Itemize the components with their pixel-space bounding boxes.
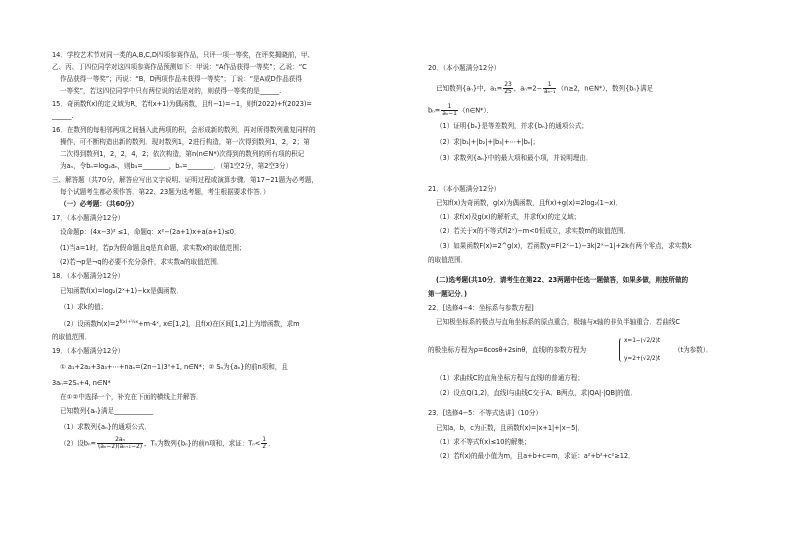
q20-bn-numerator: 1 [441,104,458,111]
q23-line-2: （1）求不等式f(x)≤10的解集； [436,438,531,446]
q22-heading: 22．[选修4−4：坐标系与参数方程] [428,304,534,312]
q16-line-4: 为aₙ，令bₙ=log₂aₙ，则b₃=________，bₙ=________．（第1空2分，第2空3分） [60,162,293,170]
section-required-heading: （一）必考题：（共60分） [60,200,138,208]
section-2-line-1: (二)选考题(共10分．请考生在第22、23两题中任选一题做答，如果多做，则按所做的 [436,276,689,284]
q18-line-2: （1）求k的值； [60,303,108,311]
q14-line-4: 一等奖”，若这四位同学中只有两位说的话是对的，则获得一等奖的是______. [60,87,282,95]
q18-heading: 18．（本小题满分12分） [52,272,125,280]
q19-line-6 [60,437,275,450]
q21-heading: 21．（本小题满分12分） [428,185,501,193]
q21-line-3: （2）若关于x的不等式f(2ˣ)−m<0恒成立，求实数m的取值范围． [436,227,631,235]
q17-heading: 17．（本小题满分12分） [52,214,125,222]
q20-bn-denominator: aₙ−1 [442,110,457,117]
q20-line-1 [436,82,653,95]
q19-heading: 19．（本小题满分12分） [52,347,125,355]
q20-a1-fraction [503,82,513,95]
q14-line-2: 乙、丙、丁四位同学对这四项参赛作品预测如下：甲说：“A作品获得一等奖”；乙说：“C [52,63,307,71]
q16-line-2: 操作，可不断构造出新的数列．现对数列1，2进行构造，第一次得到数列1，2，2；第 [60,138,310,146]
q19-line-3: 在①②中选择一个，补充在下面的横线上并解答． [60,393,203,401]
q20-line-2-a: bₙ= [428,106,441,115]
q18-line-3-a: （2）设函数h(x)=2 [60,320,120,329]
q20-an-fraction [543,82,556,95]
q21-line-1: 已知f(x)为奇函数，g(x)为偶函数，且f(x)+g(x)=2log₂(1−x)． [436,199,623,207]
q20-heading: 20．（本小题满分12分） [428,64,501,72]
q18-line-3-b: +m·4ˣ, x∈[1,2]，且f(x)在区间[1,2]上为增函数，求m [138,320,300,329]
q19-line-6-c: ． [268,439,275,448]
q19-line-1: ① a₁+2a₂+3a₃+⋯+naₙ=(2n−1)3ⁿ+1, n∈N*；② Sₙ为{aₙ}的前n项和，且 [60,363,288,371]
q18-line-3 [60,319,300,328]
q19-bn-numerator: 2aₙ [97,437,143,444]
section-3-line-1: 三、解答题（共70分，解答应写出文字说明、证明过程或演算步骤．第17~21题为必考题， [52,176,318,184]
q16-line-1: 16．在数列的每相邻两项之间插入此两项的积，会形成新的数列，再对所得数列重复同样的 [52,126,316,134]
q20-line-3: （1）证明{bₙ}是等差数列，并求{bₙ}的通项公式； [436,122,588,130]
q21-line-4: （3）如果函数F(x)=2^g(x)，若函数y=F(2ˣ−1)−3k|2ˣ−1|+2k有两个零点，求实数k [436,242,692,250]
section-3-line-2: 每个试题考生都必须作答．第22、23题为选考题，考生根据要求作答．） [60,188,270,196]
q14-line-3: 作品获得一等奖”；丙说：“B，D两项作品未获得一等奖”；丁说：“是A或D作品获得 [60,75,302,83]
q22-system-brace [619,338,623,362]
q20-line-2-b: （n∈N*）． [458,106,494,115]
q20-line-5: （3）求数列{aₙ}中的最大项和最小项，并说明理由． [436,154,593,162]
q22-line-4: （2）设点Q(1,2)，直线l与曲线C交于A、B两点，求|QA|·|QB|的值． [436,389,637,397]
q20-line-1-a: 已知数列{aₙ}中，a₁= [436,84,503,93]
q23-line-1: 已知a，b，c为正数，且函数f(x)=|x+1|+|x−5|． [436,424,584,432]
q19-bn-fraction [97,437,143,450]
q21-line-2: （1）求f(x)及g(x)的解析式，并求f(x)的定义域； [436,213,581,221]
q22-system-line-2: y=2+(√2/2)t [624,356,661,362]
q20-an-numerator: 1 [543,82,556,89]
q14-line-1: 14．学校艺术节对同一类的A,B,C,D四项参赛作品，只评一项一等奖，在评奖揭晓前，甲、 [52,51,314,59]
q20-line-1-b: ，aₙ=2− [513,84,542,93]
q18-line-1: 已知函数f(x)=log₂(2ˣ+1)−kx是偶函数． [60,287,183,295]
q21-line-5: 的取值范围． [428,256,468,264]
q22-parameter-note: （t为参数）． [674,346,713,354]
q22-line-3: （1）求曲线C的直角坐标方程与直线l的普通方程； [436,374,584,382]
q19-bn-denominator: (aₙ−2)(aₙ₊₁−2) [97,443,143,450]
q20-line-2 [428,104,493,117]
q22-line-2: 的极坐标方程为ρ=6cosθ+2sinθ，直线l的参数方程为 [428,346,587,354]
q19-line-6-b: ，Tₙ为数列{bₙ}的前n项和，求证：Tₙ< [144,439,261,448]
section-2-line-2: 第一题记分．) [428,290,467,298]
q15-line-2: ______. [52,112,74,120]
q20-an-denominator: aₙ₋₁ [543,88,556,95]
q23-heading: 23．[选修4−5：不等式选讲]（10分） [428,409,542,417]
q20-bn-fraction [441,104,458,117]
q19-line-4: 已知数列{aₙ}满足____________ [60,407,154,415]
q19-line-5: （1）求数列{aₙ}的通项公式． [60,423,151,431]
q17-line-2: (1)当a=1时，若p为假命题且q是真命题，求实数x的取值范围； [60,244,246,252]
q19-half-fraction [261,437,267,450]
q20-line-4: （2）求|b₁|+|b₂|+|b₃|+⋯+|bₙ|； [436,138,540,146]
q16-line-3: 二次得到数列1，2，2，4，2；依次构造，第n(n∈N*)次得到的数列的所有项的积记 [60,150,305,158]
q15-line-1: 15．奇函数f(x)的定义域为R，若f(x+1)为偶函数，且f(−1)=−1，则f(2022)+f(2023)= [52,100,312,108]
q20-a1-numerator: 23 [504,81,512,88]
q19-line-2: 3aₙ=2Sₙ+4, n∈N* [52,379,111,387]
q19-line-6-a: （2）设bₙ= [60,439,96,448]
q23-line-3: （2）若f(x)的最小值为m，且a+b+c=m，求证：a²+b²+c²≥12． [436,452,635,460]
q17-line-1: 设命题p：(4x−3)² ≤1，命题q：x²−(2a+1)x+a(a+1)≤0． [60,228,241,236]
q18-exponent: f(x)+½x [119,320,139,325]
q20-a1-denominator: 25 [504,88,512,95]
q19-half-denominator: 2 [262,443,267,450]
q20-line-1-c: （n≥2，n∈N*），数列{bₙ}满足 [557,84,654,93]
q19-half-numerator: 1 [262,436,267,443]
q22-system-line-1: x=1−(√2/2)t [624,338,661,344]
q18-line-4: 的取值范围． [52,333,92,341]
q22-line-1: 已知极坐标系的极点与直角坐标系的原点重合，极轴与x轴的非负半轴重合．若曲线C [436,318,680,326]
q17-line-3: (2)若¬p是¬q的必要不充分条件，求实数a的取值范围． [60,258,224,266]
